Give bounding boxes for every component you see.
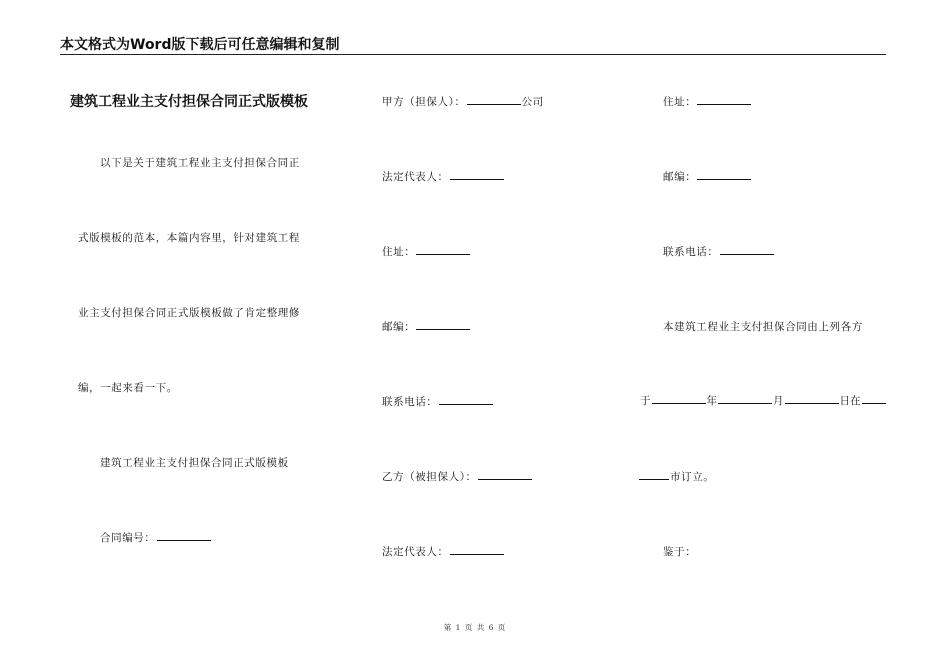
contract-number-field [100, 530, 212, 545]
city-signed-label: 市订立。 [670, 471, 715, 483]
postcode-b-field [663, 169, 752, 184]
place-blank [862, 393, 886, 404]
phone-a-blank [439, 394, 493, 405]
legal-rep-a-field [382, 169, 505, 184]
address-a-blank [416, 244, 470, 255]
document-title: 建筑工程业主支付担保合同正式版模板 [70, 94, 308, 110]
postcode-a-label: 邮编： [382, 321, 416, 333]
contract-number-label: 合同编号： [100, 532, 156, 544]
postcode-a-blank [416, 319, 470, 330]
month-label: 月 [773, 395, 784, 407]
contract-number-blank [157, 530, 211, 541]
postcode-a-field [382, 319, 471, 334]
address-b-label: 住址： [663, 96, 697, 108]
party-a-field [382, 94, 544, 109]
day-blank [785, 393, 839, 404]
phone-b-field [663, 244, 775, 259]
page-header: 本文格式为Word版下载后可任意编辑和复制 [60, 34, 886, 55]
document-subtitle: 建筑工程业主支付担保合同正式版模板 [100, 457, 289, 469]
phone-a-field [382, 394, 494, 409]
year-blank [652, 393, 706, 404]
intro-line-4: 编，一起来看一下。 [78, 382, 178, 394]
city-line [638, 469, 714, 484]
party-b-field [382, 469, 533, 484]
intro-line-1: 以下是关于建筑工程业主支付担保合同正 [100, 157, 300, 169]
agreement-text: 本建筑工程业主支付担保合同由上列各方 [663, 321, 863, 333]
address-a-field [382, 244, 471, 259]
date-line [640, 393, 887, 408]
party-a-suffix: 公司 [521, 96, 544, 108]
party-a-label: 甲方（担保人）： [382, 96, 466, 108]
postcode-b-blank [697, 169, 751, 180]
party-a-blank [467, 94, 521, 105]
legal-rep-b-label: 法定代表人： [382, 546, 449, 558]
intro-line-3: 业主支付担保合同正式版模板做了肯定整理修 [78, 307, 300, 319]
party-b-label: 乙方（被担保人）： [382, 471, 477, 483]
postcode-b-label: 邮编： [663, 171, 697, 183]
day-at-label: 日在 [839, 395, 861, 407]
phone-b-blank [720, 244, 774, 255]
address-b-field [663, 94, 752, 109]
page-footer: 第 1 页 共 6 页 [443, 623, 507, 632]
legal-rep-b-blank [450, 544, 504, 555]
city-blank [639, 469, 669, 480]
party-b-blank [478, 469, 532, 480]
legal-rep-a-label: 法定代表人： [382, 171, 449, 183]
intro-line-2: 式版模板的范本，本篇内容里，针对建筑工程 [78, 232, 300, 244]
address-a-label: 住址： [382, 246, 416, 258]
phone-b-label: 联系电话： [663, 246, 719, 258]
date-prefix: 于 [640, 395, 651, 407]
month-blank [718, 393, 772, 404]
legal-rep-a-blank [450, 169, 504, 180]
phone-a-label: 联系电话： [382, 396, 438, 408]
address-b-blank [697, 94, 751, 105]
legal-rep-b-field [382, 544, 505, 559]
year-label: 年 [706, 395, 717, 407]
whereas-label: 鉴于： [663, 546, 697, 558]
